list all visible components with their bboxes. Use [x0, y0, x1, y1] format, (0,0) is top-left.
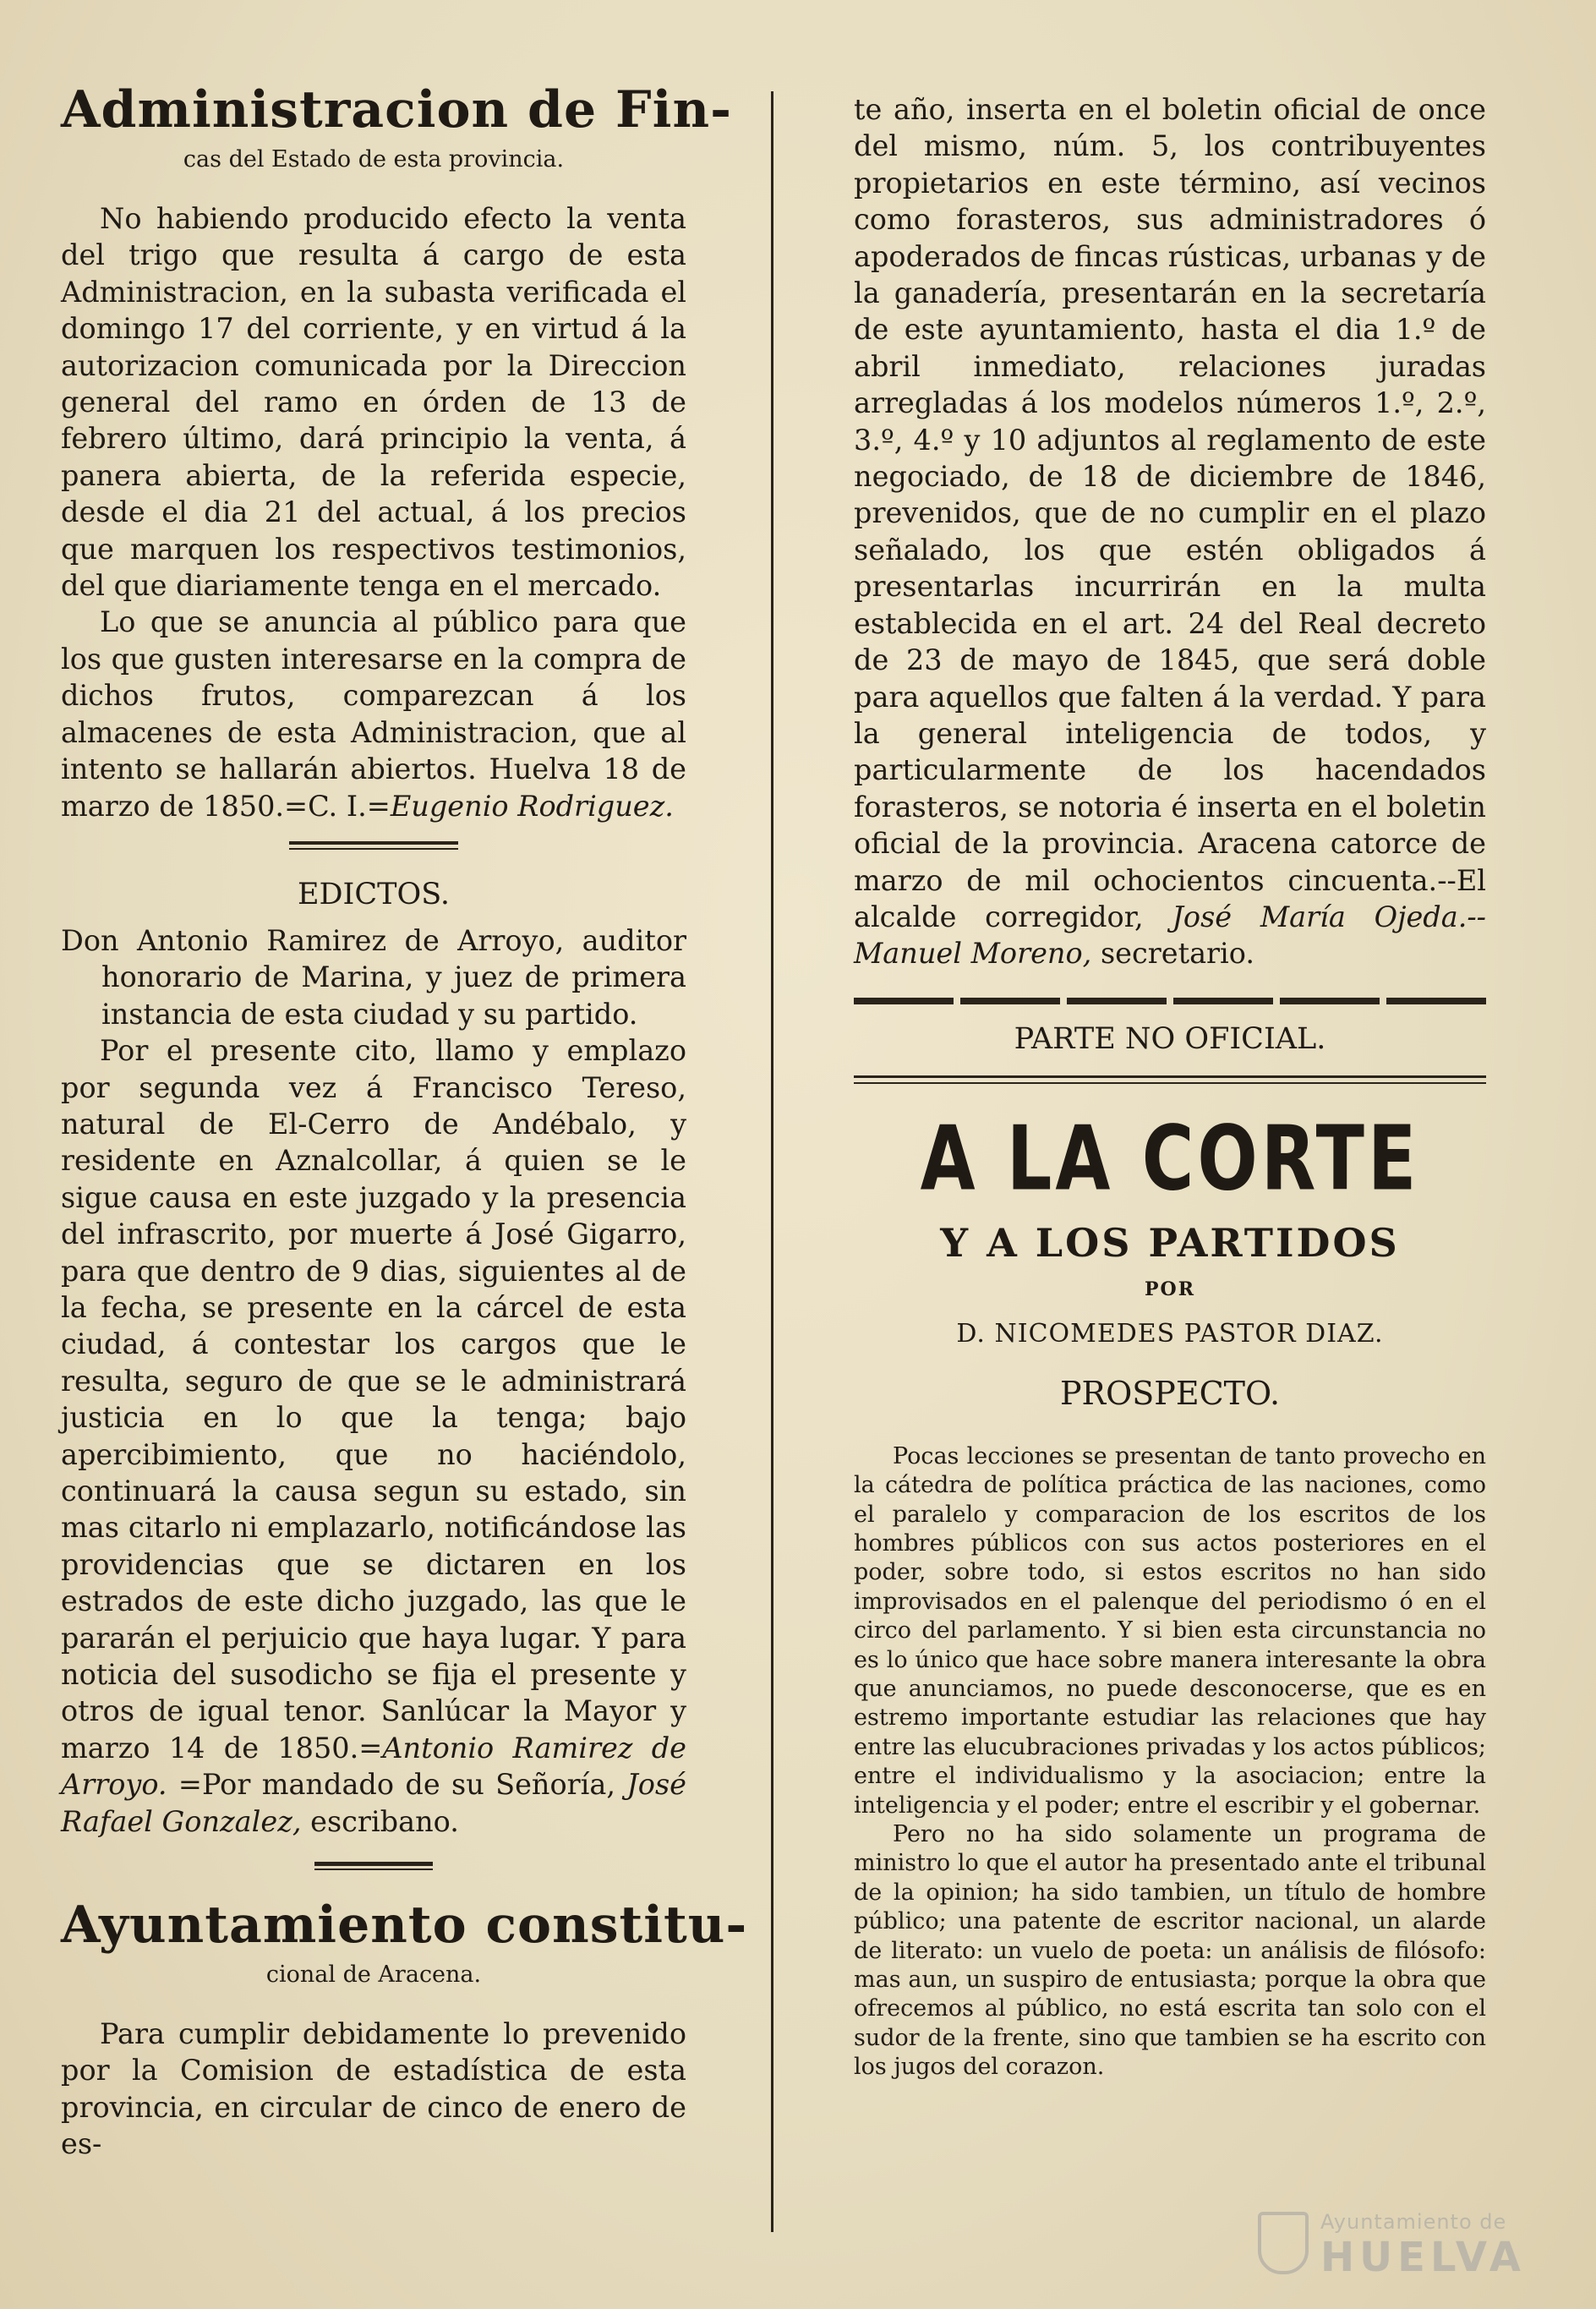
prospecto-heading: PROSPECTO.	[1059, 1374, 1281, 1412]
edictos-paragraph-1: Don Antonio Ramirez de Arroyo, auditor honorario de Marina, y juez de primera instancia de esta ciudad y su partido.	[61, 923, 686, 1031]
edictos-signature-judge: Antonio Ramirez de Arroyo.	[61, 1731, 687, 1802]
ayuntamiento-heading: Ayuntamiento constitu-	[61, 1896, 748, 1956]
ayuntamiento-signatures: José María Ojeda.--Manuel Moreno,	[854, 900, 1487, 971]
dashed-divider	[854, 998, 1486, 1004]
watermark	[1258, 2207, 1545, 2283]
prospecto-paragraph-1: Pocas lecciones se presentan de tanto provecho en la cátedra de política práctica de las naciones, como el paralelo y comparacion de los escritos de los hombres públicos con sus actos posteriores en el poder, sobre todo, si estos escritos no han sido improvisados en el palenque del periodismo ó en el circo del parlamento. Y si bien esta circunstancia no es lo único que hace sobre manera interesante la obra que anunciamos, no puede desconocerse, que es en estremo importante estudiar las relaciones que hay entre las elucubraciones privadas y los actos públicos; entre el individualismo y la asociacion; entre la inteligencia y el poder; entre el escribir y el gobernar.	[854, 1442, 1486, 1819]
watermark-line-2: HUELVA	[1320, 2234, 1526, 2281]
edictos-mandate: =Por mandado de su Señoría,	[178, 1768, 616, 1802]
prospecto-body	[854, 1442, 1486, 2082]
admin-subheading: cas del Estado de esta provincia.	[183, 146, 565, 172]
parte-no-oficial-heading: PARTE NO OFICIAL.	[1014, 1021, 1326, 1056]
shield-icon	[1258, 2212, 1309, 2274]
edictos-paragraph-2-text: Por el presente cito, llamo y emplazo por segunda vez á Francisco Tereso, natural de El-Cerro de Andébalo, y residente en Aznalcollar, á quien se le sigue causa en este juzgado y la presencia del infrascrito, por muerte á José Gigarro, para que dentro de 9 dias, siguientes al de la fecha, se presente en la cárcel de esta ciudad, á contestar los cargos que le resulta, seguro de que se le administrará justicia en lo que la tenga; bajo apercibimiento, que no haciéndolo, continuará la causa segun su estado, sin mas citarlo ni emplazarlo, notificándose las providencias que se dictaren en los estrados de este dicho juzgado, las que le pararán el perjuicio que haya lugar. Y para noticia del susodicho se fija el presente y otros de igual tenor. Sanlúcar la Mayor y marzo 14 de 1850.=	[61, 1034, 686, 1765]
a-la-corte-title: A LA CORTE	[920, 1106, 1420, 1210]
edictos-clerk-title: escribano.	[310, 1804, 459, 1838]
section-divider-small	[314, 1862, 433, 1870]
ayuntamiento-continuation	[854, 91, 1486, 972]
ayuntamiento-paragraph-1: Para cumplir debidamente lo prevenido por la Comision de estadística de esta provincia, en circular de cinco de enero de es-	[61, 2017, 686, 2161]
left-column	[61, 80, 748, 2163]
admin-heading: Administracion de Fin-	[61, 80, 732, 140]
por-label: POR	[1145, 1278, 1195, 1300]
author-name: D. NICOMEDES PASTOR DIAZ.	[956, 1318, 1384, 1349]
admin-paragraph-1: No habiendo producido efecto la venta del trigo que resulta á cargo de esta Administracion, en la subasta verificada el domingo 17 del corriente, y en virtud á la autorizacion comunicada por la Direccion general del ramo en órden de 13 de febrero último, dará principio la venta, á panera abierta, de la referida especie, desde el dia 21 del actual, á los precios que marquen los respectivos testimonios, del que diariamente tenga en el mercado.	[61, 202, 686, 603]
column-rule	[771, 91, 773, 2232]
admin-paragraph-2-text: Lo que se anuncia al público para que los que gusten interesarse en la compra de dichos frutos, comparezcan á los almacenes de esta Administracion, que al intento se hallarán abiertos. Huelva 18 de marzo de 1850.=C. I.=	[61, 605, 686, 823]
edictos-signature-clerk: José Rafael Gonzalez,	[61, 1768, 686, 1838]
ayuntamiento-continuation-text: te año, inserta en el boletin oficial de once del mismo, núm. 5, los contribuyentes propietarios en este término, así vecinos como forasteros, sus administradores ó apoderados de fincas rústicas, urbanas y de la ganadería, presentarán en la secretaría de este ayuntamiento, hasta el dia 1.º de abril inmediato, relaciones juradas arregladas á los modelos números 1.º, 2.º, 3.º, 4.º y 10 adjuntos al reglamento de este negociado, de 18 de diciembre de 1846, prevenidos, que de no cumplir en el plazo señalado, los que estén obligados á presentarlas incurrirán en la multa establecida en el art. 24 del Real decreto de 23 de mayo de 1845, que será doble para aquellos que falten á la verdad. Y para la general inteligencia de todos, y particularmente de los hacendados forasteros, se notoria é inserta en el boletin oficial de la provincia. Aracena catorce de marzo de mil ochocientos cincuenta.--El alcalde corregidor,	[854, 93, 1486, 933]
double-rule	[854, 1075, 1486, 1084]
partidos-title: Y A LOS PARTIDOS	[940, 1219, 1400, 1266]
section-divider	[289, 841, 458, 850]
edictos-heading: EDICTOS.	[297, 877, 451, 911]
ayuntamiento-secretary: secretario.	[1100, 937, 1254, 971]
right-column	[854, 91, 1486, 2082]
watermark-line-1: Ayuntamiento de	[1320, 2210, 1507, 2234]
admin-paragraph-2	[61, 604, 686, 823]
edictos-paragraph-2	[61, 1032, 686, 1840]
prospecto-paragraph-2: Pero no ha sido solamente un programa de ministro lo que el autor ha presentado ante el tribunal de la opinion; ha sido tambien, un título de hombre público; una patente de escritor nacional, un alarde de literato: un vuelo de poeta: un análisis de filósofo: mas aun, un suspiro de entusiasta; porque la obra que ofrecemos al público, no está escrita tan solo con el sudor de la frente, sino que tambien se ha escrito con los jugos del corazon.	[854, 1821, 1486, 2081]
admin-signature: Eugenio Rodriguez.	[390, 789, 674, 823]
ayuntamiento-subheading: cional de Aracena.	[265, 1962, 482, 1989]
